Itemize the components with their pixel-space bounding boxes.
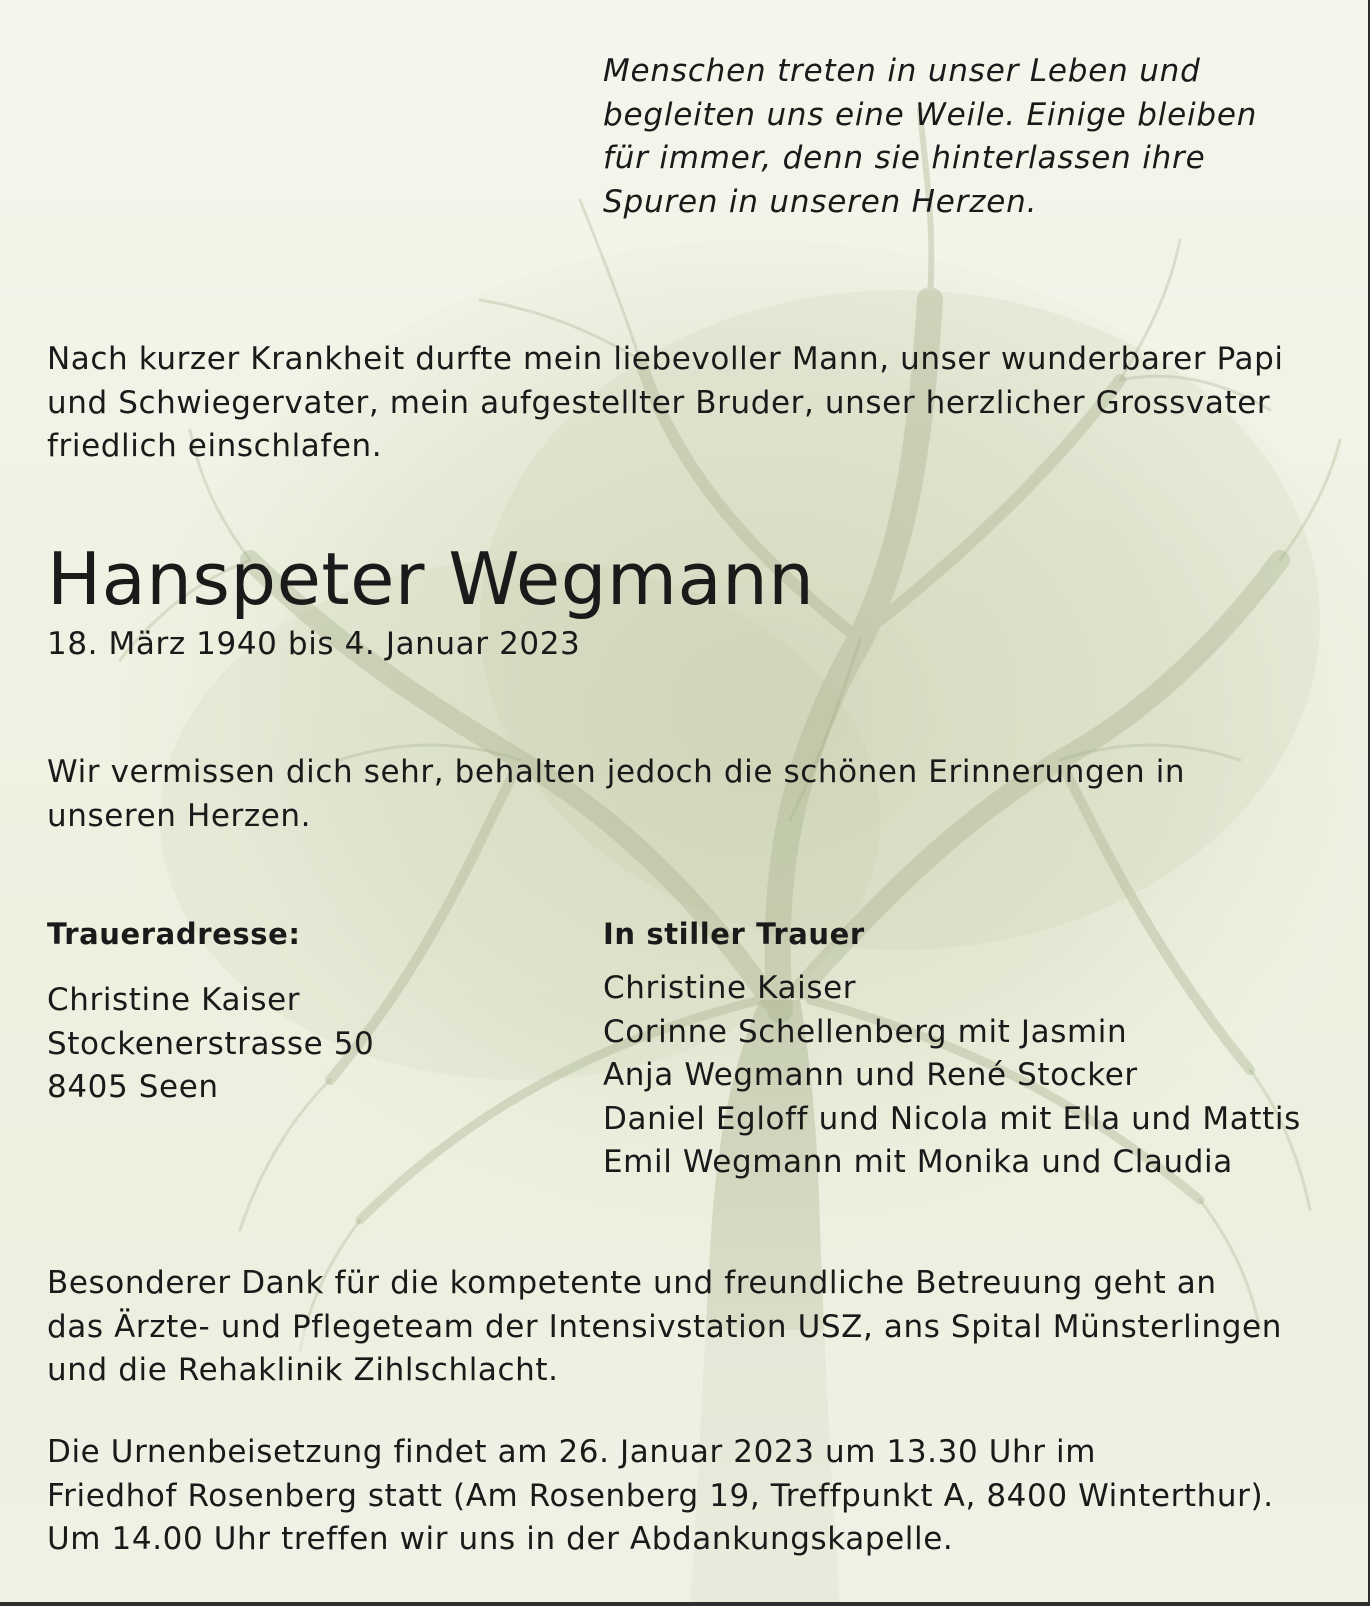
- deceased-name: Hanspeter Wegmann: [47, 537, 815, 621]
- intro-text: Nach kurzer Krankheit durfte mein liebevoller Mann, unser wunderbarer Papi und Schwiegervater, mein aufgestellter Bruder, unser herzlicher Grossvater friedlich einschlafen.: [47, 341, 1284, 464]
- mourners-list: Christine Kaiser Corinne Schellenberg mit Jasmin Anja Wegmann und René Stocker Daniel Egloff und Nicola mit Ella und Mattis Emil Wegmann mit Monika und Claudia: [603, 970, 1301, 1180]
- service-details: Die Urnenbeisetzung findet am 26. Januar 2023 um 13.30 Uhr im Friedhof Rosenberg statt (Am Rosenberg 19, Treffpunkt A, 8400 Winterthur). Um 14.00 Uhr treffen wir uns in der Abdankungskapelle.: [47, 1434, 1274, 1557]
- mourning-address-heading: Traueradresse:: [47, 917, 301, 951]
- life-dates: 18. März 1940 bis 4. Januar 2023: [47, 626, 581, 662]
- thanks-text: Besonderer Dank für die kompetente und freundliche Betreuung geht an das Ärzte- und Pflegeteam der Intensivstation USZ, ans Spital Münsterlingen und die Rehaklinik Zihlschlacht.: [47, 1265, 1282, 1388]
- mourners-heading: In stiller Trauer: [603, 917, 865, 951]
- motto-quote: Menschen treten in unser Leben und begleiten uns eine Weile. Einige bleiben für immer, denn sie hinterlassen ihre Spuren in unseren Herzen.: [603, 53, 1258, 220]
- mourning-address: Christine Kaiser Stockenerstrasse 50 8405 Seen: [47, 982, 375, 1105]
- remembrance-text: Wir vermissen dich sehr, behalten jedoch die schönen Erinnerungen in unseren Herzen.: [47, 754, 1186, 834]
